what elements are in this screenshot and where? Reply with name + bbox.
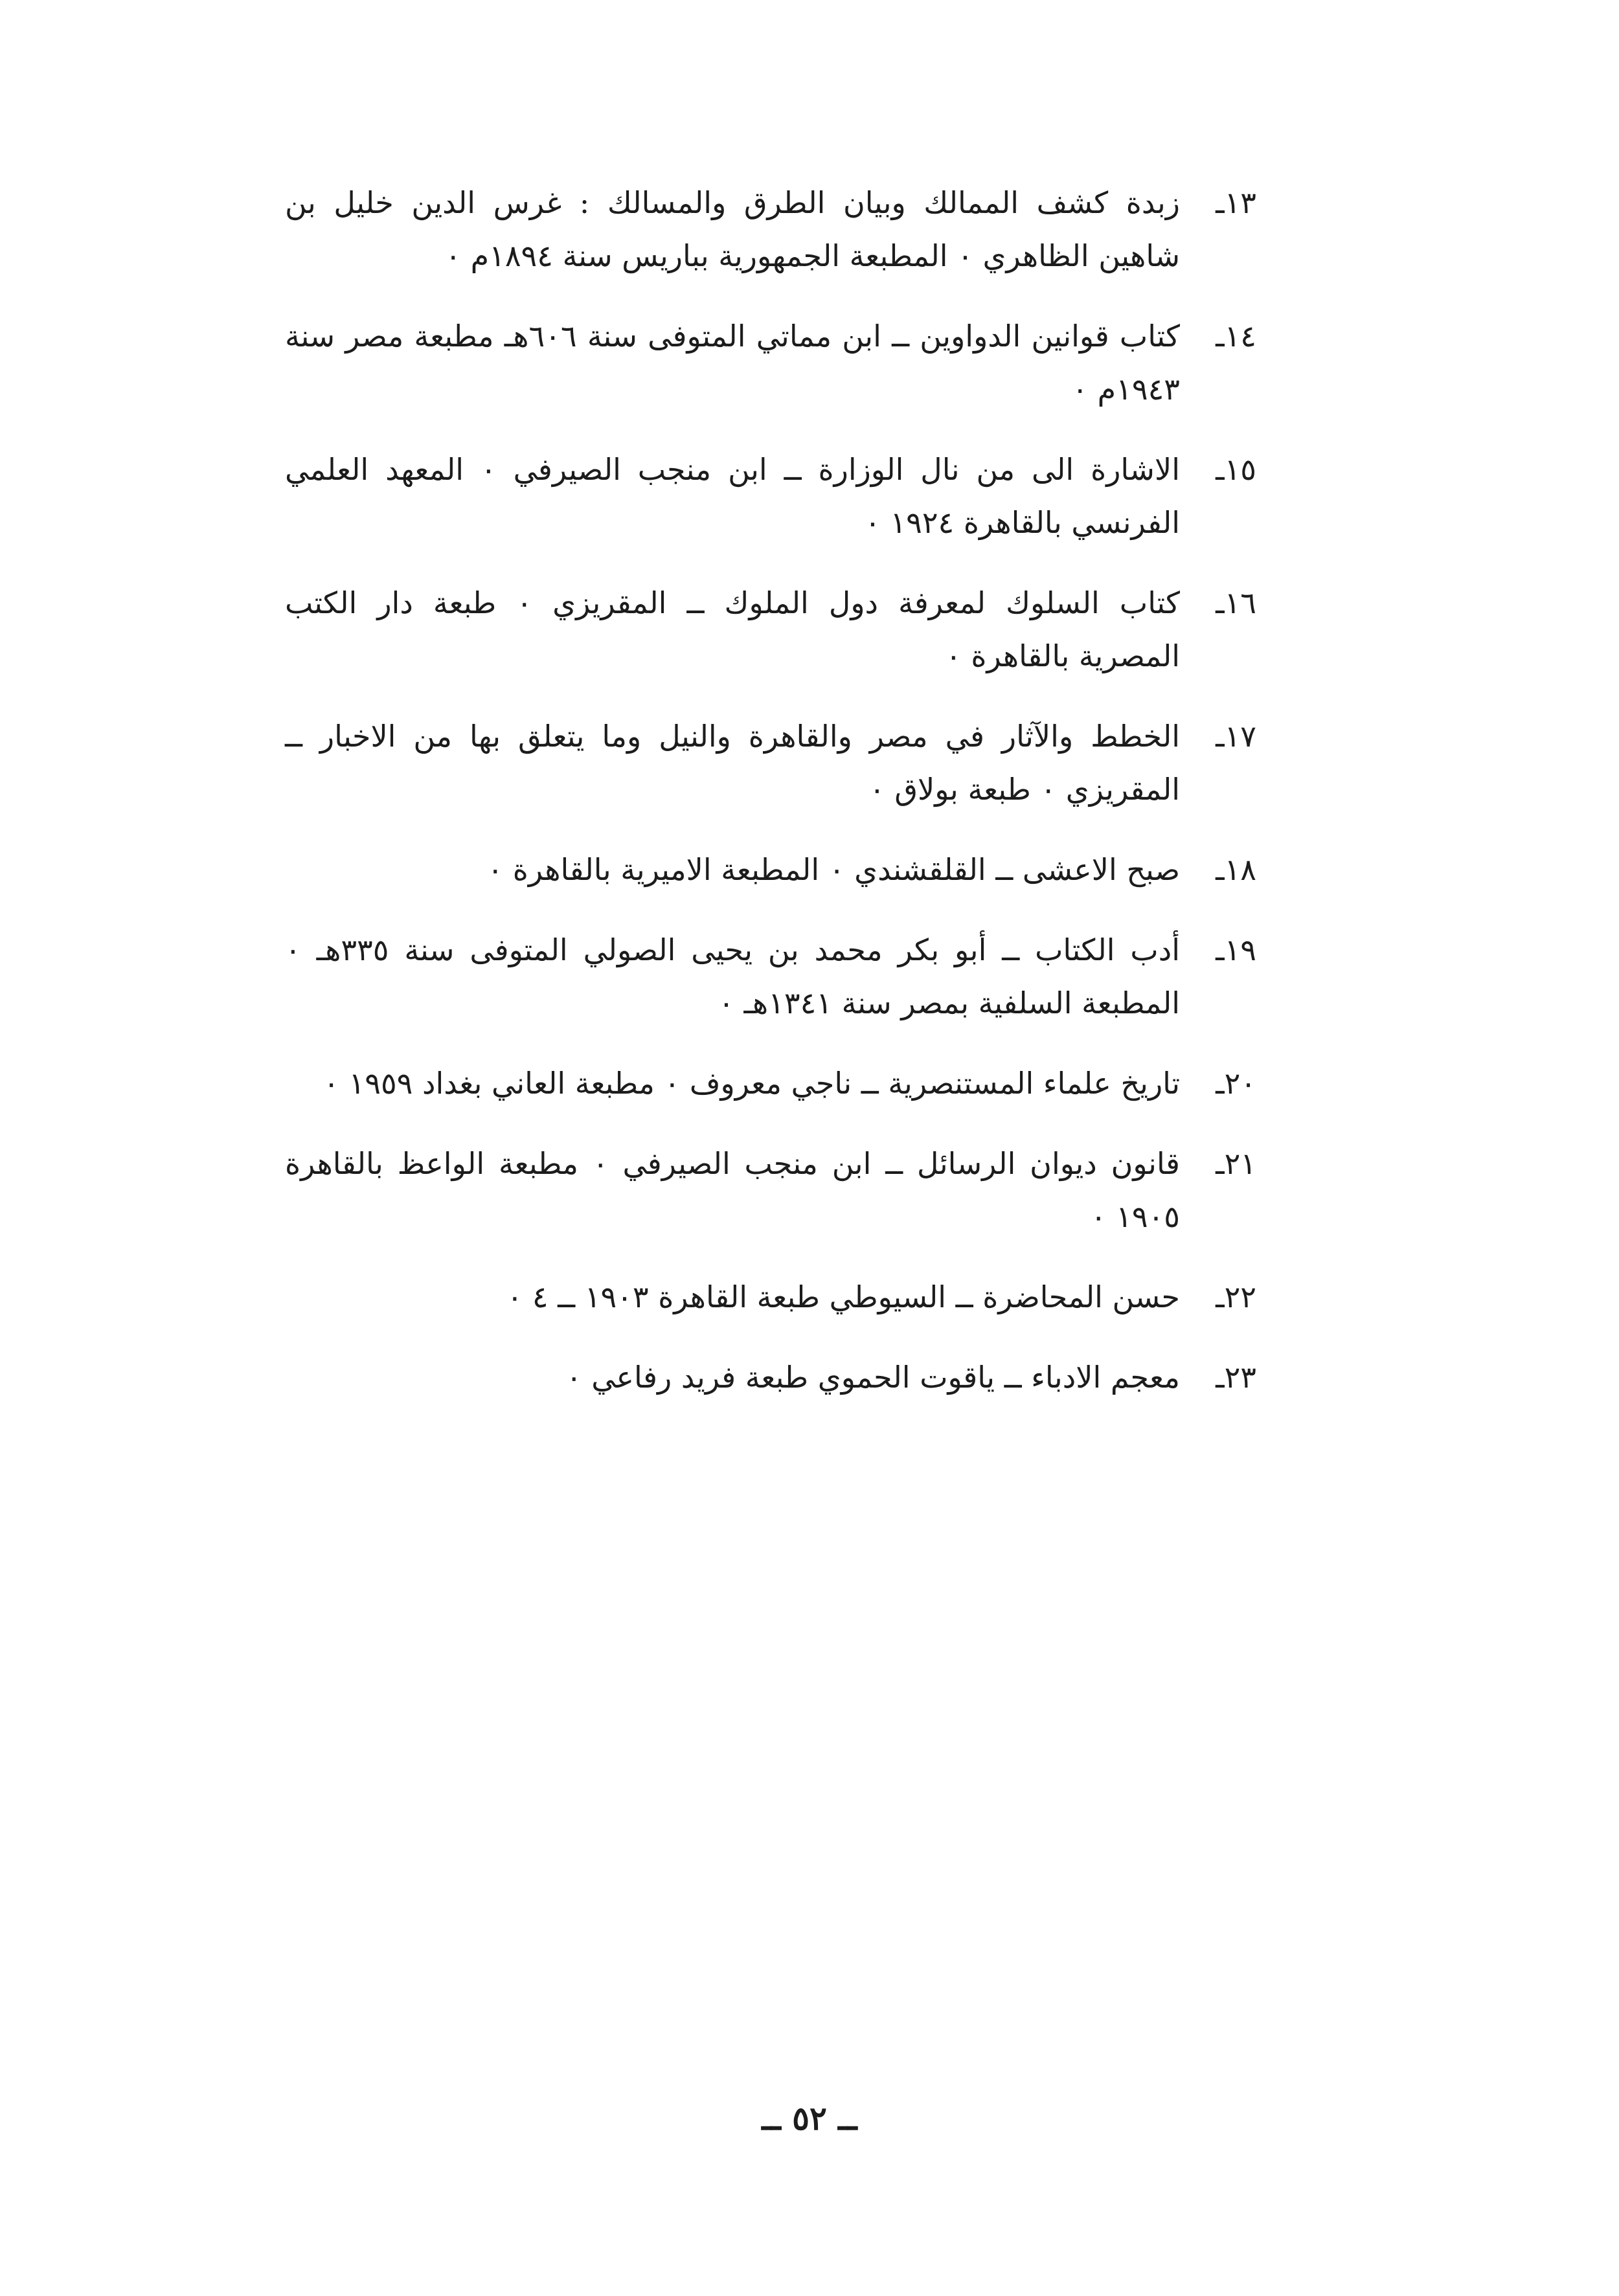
reference-number: ٢١ـ — [1216, 1146, 1256, 1181]
reference-text: حسن المحاضرة ــ السيوطي طبعة القاهرة ١٩٠٣ ــ ٤ ٠ — [506, 1279, 1180, 1314]
reference-text: زبدة كشف الممالك وبيان الطرق والمسالك : غرس الدين خليل بن شاهين الظاهري ٠ المطبعة الجمهورية بباريس سنة ١٨٩٤م ٠ — [285, 185, 1180, 273]
reference-item-17 — [285, 710, 1256, 816]
reference-text: كتاب قوانين الدواوين ــ ابن مماتي المتوفى سنة ٦٠٦هـ مطبعة مصر سنة ١٩٤٣م ٠ — [285, 319, 1180, 407]
reference-text: صبح الاعشى ــ القلقشندي ٠ المطبعة الاميرية بالقاهرة ٠ — [487, 852, 1180, 887]
reference-number: ١٨ـ — [1216, 852, 1256, 887]
reference-text: معجم الادباء ــ ياقوت الحموي طبعة فريد رفاعي ٠ — [565, 1360, 1180, 1395]
reference-number: ١٩ـ — [1216, 932, 1256, 967]
reference-text: أدب الكتاب ــ أبو بكر محمد بن يحيى الصولي المتوفى سنة ٣٣٥هـ ٠ المطبعة السلفية بمصر سنة ١٣٤١هـ ٠ — [285, 932, 1180, 1020]
reference-item-20 — [285, 1057, 1256, 1110]
reference-list — [285, 176, 1256, 1431]
reference-item-13 — [285, 176, 1256, 282]
reference-item-15 — [285, 443, 1256, 549]
reference-item-14 — [285, 310, 1256, 416]
page-number: ــ ٥٢ ــ — [762, 2099, 857, 2137]
reference-text: كتاب السلوك لمعرفة دول الملوك ــ المقريزي ٠ طبعة دار الكتب المصرية بالقاهرة ٠ — [285, 585, 1180, 673]
reference-item-19 — [285, 923, 1256, 1030]
reference-text: قانون ديوان الرسائل ــ ابن منجب الصيرفي ٠ مطبعة الواعظ بالقاهرة ١٩٠٥ ٠ — [285, 1146, 1180, 1234]
reference-item-16 — [285, 576, 1256, 682]
reference-number: ١٣ـ — [1216, 185, 1256, 220]
reference-number: ١٧ـ — [1216, 719, 1256, 754]
reference-text: تاريخ علماء المستنصرية ــ ناجي معروف ٠ مطبعة العاني بغداد ١٩٥٩ ٠ — [323, 1066, 1180, 1101]
reference-item-22 — [285, 1270, 1256, 1323]
reference-number: ١٦ـ — [1216, 585, 1256, 620]
reference-number: ٢٠ـ — [1216, 1066, 1256, 1101]
reference-item-21 — [285, 1137, 1256, 1243]
reference-text: الخطط والآثار في مصر والقاهرة والنيل وما يتعلق بها من الاخبار ــ المقريزي ٠ طبعة بولاق ٠ — [285, 719, 1180, 807]
reference-number: ٢٢ـ — [1216, 1279, 1256, 1314]
reference-number: ١٥ـ — [1216, 452, 1256, 487]
reference-number: ٢٣ـ — [1216, 1360, 1256, 1395]
reference-text: الاشارة الى من نال الوزارة ــ ابن منجب الصيرفي ٠ المعهد العلمي الفرنسي بالقاهرة ١٩٢٤ ٠ — [285, 452, 1180, 540]
reference-item-18 — [285, 843, 1256, 896]
reference-number: ١٤ـ — [1216, 319, 1256, 354]
reference-item-23 — [285, 1351, 1256, 1404]
